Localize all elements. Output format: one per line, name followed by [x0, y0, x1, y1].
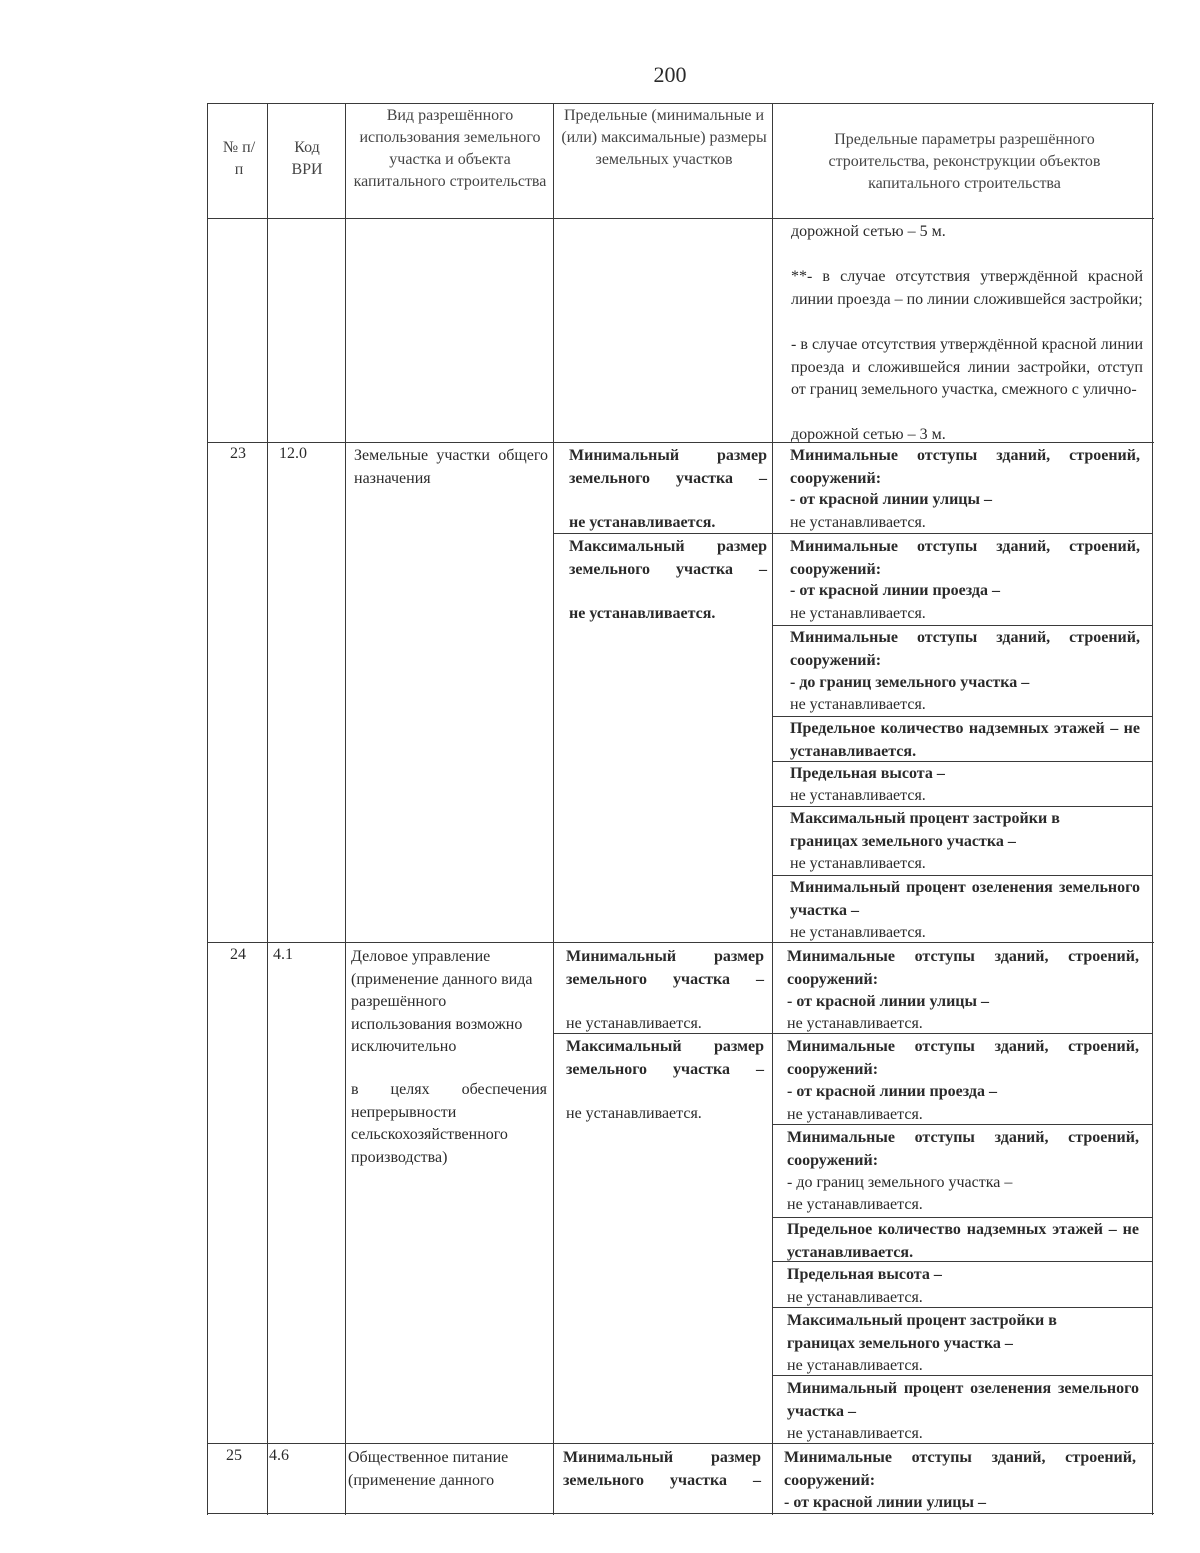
cell-divider — [772, 1217, 1153, 1218]
col-divider — [267, 103, 268, 1515]
header-sizes: Предельные (минимальные и (или) максимальные) размеры земельных участков — [561, 107, 767, 168]
max-size-tail: не устанавливается. — [566, 1105, 702, 1122]
table-border-right — [1152, 103, 1153, 1515]
param-body: - до границ земельного участка – — [790, 674, 1030, 691]
param-head: Минимальные отступы зданий, строений, сооружений: — [790, 447, 1140, 487]
min-size-head: Минимальный размер земельного участка – — [569, 447, 767, 487]
param-body: - от красной линии проезда – — [790, 582, 1000, 599]
param-head: Минимальный процент озеленения земельного участка – — [790, 879, 1140, 919]
param-head: Максимальный процент застройки в границах земельного участка – — [787, 1312, 1057, 1352]
col-divider — [553, 103, 554, 1515]
param-head: Минимальные отступы зданий, строений, сооружений: — [790, 538, 1140, 578]
continuation-line: дорожной сетью – 5 м. — [791, 223, 946, 240]
param-head: Предельная высота – — [790, 765, 945, 782]
header-params: Предельные параметры разрешённого строительства, реконструкции объектов капитального строительства — [828, 131, 1101, 192]
param-head: Минимальные отступы зданий, строений, сооружений: — [790, 629, 1140, 669]
row-num: 24 — [230, 946, 246, 963]
param-tail: не устанавливается. — [790, 855, 926, 872]
param-head: Минимальные отступы зданий, строений, сооружений: — [787, 1038, 1139, 1078]
param-tail: не устанавливается. — [787, 1015, 923, 1032]
min-size-tail: не устанавливается. — [566, 1015, 702, 1032]
max-size-tail: не устанавливается. — [569, 605, 716, 622]
continuation-note: **- в случае отсутствия утверждённой красной линии проезда – по линии сложившейся застройки; — [791, 268, 1143, 308]
header-num: № п/п — [222, 139, 256, 178]
param-tail: не устанавливается. — [790, 696, 926, 713]
param-tail: не устанавливается. — [790, 514, 926, 531]
row-code: 12.0 — [279, 445, 307, 462]
row-num: 25 — [226, 1447, 242, 1464]
col-divider — [345, 103, 346, 1515]
param-head: Минимальный процент озеленения земельного участка – — [787, 1380, 1139, 1420]
row-code: 4.1 — [273, 946, 293, 963]
max-size-head: Максимальный размер земельного участка – — [566, 1038, 764, 1078]
param-tail: не устанавливается. — [787, 1357, 923, 1374]
min-size-head: Минимальный размер земельного участка – — [566, 948, 764, 988]
header-bottom-line — [207, 218, 1154, 219]
table-border-left — [207, 103, 208, 1515]
param-body: - от красной линии проезда – — [787, 1083, 997, 1100]
row-code: 4.6 — [269, 1447, 289, 1464]
min-size-tail: не устанавливается. — [569, 514, 716, 531]
header-code: Код ВРИ — [291, 139, 323, 178]
param-head: Минимальные отступы зданий, строений, сооружений: — [784, 1449, 1136, 1489]
param-tail: не устанавливается. — [787, 1425, 923, 1442]
regulations-table — [207, 103, 1154, 1515]
param-body: - от красной линии улицы – — [787, 993, 989, 1010]
max-size-head: Максимальный размер земельного участка – — [569, 538, 767, 578]
row-kind: Деловое управление (применение данного вида разрешённого использования возможно исключительно — [351, 948, 533, 1055]
table-border-top — [207, 103, 1154, 104]
row-kind-cont: в целях обеспечения непрерывности сельскохозяйственного производства) — [351, 1081, 547, 1166]
page-number: 200 — [653, 62, 687, 87]
param-head: Предельное количество надземных этажей – не устанавливается. — [787, 1221, 1139, 1261]
param-head: Минимальные отступы зданий, строений, сооружений: — [787, 948, 1139, 988]
row-kind: Общественное питание (применение данного — [348, 1449, 509, 1489]
header-kind: Вид разрешённого использования земельного участка и объекта капитального строительства — [353, 107, 547, 190]
param-tail: не устанавливается. — [787, 1106, 923, 1123]
col-divider — [772, 103, 773, 1515]
param-head: Минимальные отступы зданий, строений, сооружений: — [787, 1129, 1139, 1169]
param-tail: не устанавливается. — [790, 787, 926, 804]
row-num: 23 — [230, 445, 246, 462]
param-head: Предельная высота – — [787, 1266, 942, 1283]
param-head: Максимальный процент застройки в границах земельного участка – — [790, 810, 1060, 850]
param-body: - до границ земельного участка – — [787, 1174, 1013, 1191]
min-size-head: Минимальный размер земельного участка – — [563, 1449, 761, 1489]
param-head: Предельное количество надземных этажей – не устанавливается. — [790, 720, 1140, 760]
param-tail: не устанавливается. — [787, 1196, 923, 1213]
param-body: - от красной линии улицы – — [784, 1494, 986, 1511]
param-tail: не устанавливается. — [790, 924, 926, 941]
param-tail: не устанавливается. — [790, 605, 926, 622]
row-kind: Земельные участки общего назначения — [354, 447, 548, 487]
continuation-note: - в случае отсутствия утверждённой красной линии проезда и сложившейся линии застройки, отступ от границ земельного участка, смежного с улично- — [791, 336, 1143, 398]
param-body: - от красной линии улицы – — [790, 491, 992, 508]
continuation-note: дорожной сетью – 3 м. — [791, 426, 946, 443]
param-tail: не устанавливается. — [787, 1289, 923, 1306]
